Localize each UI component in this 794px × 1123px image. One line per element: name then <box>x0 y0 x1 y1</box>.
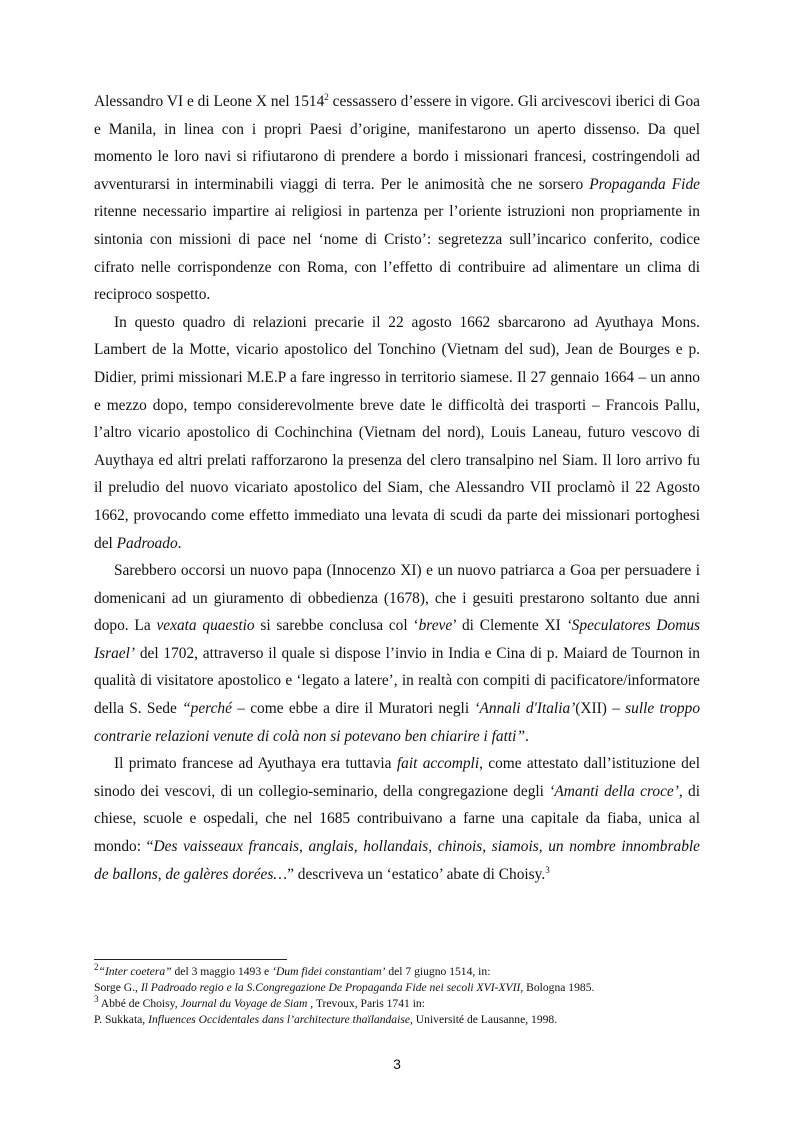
italic-text: fait accompli <box>396 755 480 773</box>
text-run: (XII) <box>575 700 613 718</box>
note-reference: 3 <box>545 864 550 875</box>
italic-text: Des vaisseaux francais, anglais, hollandais, chinois, siamois, un nombre innombrable de ballons, de galères dorées… <box>94 838 700 883</box>
paragraph <box>94 88 700 309</box>
text-run: Sarebbero occorsi un nuovo papa (Innocenzo XI) e un nuovo patriarca a Goa per persuadere i domenicani ad un giuramento di obbedienza (1678), che i gesuiti prestarono soltanto due anni dopo. La <box>94 562 700 635</box>
text-run: cessassero d’essere in vigore. Gli arcivescovi iberici di Goa e Manila, in linea con i propri Paesi d’origine, manifestarono un aperto dissenso. Da quel momento le loro navi si rifiutarono di prendere a bordo i missionari francesi, costringendoli ad avventurarsi in interminabili viaggi di terra. Per le animosità che ne sorsero <box>94 93 700 193</box>
footnote-separator <box>94 959 287 960</box>
text-run: si sarebbe conclusa col ‘ <box>254 617 419 635</box>
footnote-line <box>94 980 704 996</box>
text-run: del 7 giugno 1514, in: <box>385 965 491 978</box>
italic-text: “perché – <box>182 700 245 718</box>
italic-text: ‘Speculatores Domus Israel’ <box>94 617 701 662</box>
italic-text: Influences Occidentales dans l’architecture thaïlandaise, <box>148 1013 413 1026</box>
text-run: del 3 maggio 1493 e <box>171 965 273 978</box>
text-run: Il primato francese ad Ayuthaya era tuttavia <box>114 755 397 773</box>
note-reference: 2 <box>324 91 329 102</box>
text-run: Alessandro VI e di Leone X nel 1514 <box>94 93 325 110</box>
footnotes <box>94 964 704 1028</box>
text-run: ’ di Clemente XI <box>452 617 567 635</box>
italic-text: ‘Annali d'Italia’ <box>474 700 576 718</box>
italic-text: “Inter coetera” <box>98 965 172 978</box>
paragraph <box>94 557 700 750</box>
text-run: come ebbe a dire il Muratori negli <box>244 700 475 718</box>
text-run: ritenne necessario impartire ai religiosi in partenza per l’oriente istruzioni non propriamente in sintonia con missioni di pace nel ‘nome di Cristo’: segretezza sull’incarico conferito, codice cifrato nelle corrispondenze con Roma, con l’effetto di contribuire ad alimentare un clima di reciproco sospetto. <box>94 203 700 304</box>
italic-text: Il Padroado regio e la S.Congregazione De Propaganda Fide nei secoli XVI-XVII, <box>140 981 524 994</box>
text-run: . <box>177 534 182 552</box>
text-run: Bologna 1985. <box>523 981 595 994</box>
text-run: . <box>525 727 529 745</box>
italic-text: Padroado <box>116 534 178 552</box>
footnote-line <box>94 996 704 1012</box>
text-run: Abbé de Choisy, <box>98 997 181 1010</box>
text-run: Sorge G., <box>94 981 141 994</box>
note-reference: 2 <box>94 962 99 973</box>
text-run: , Trevoux, Paris 1741 in: <box>307 997 425 1010</box>
text-run: Université de Lausanne, 1998. <box>412 1013 558 1026</box>
footnote-line <box>94 1012 704 1028</box>
text-run: , come attestato dall’istituzione del sinodo dei vescovi, di un collegio-seminario, della congregazione degli <box>94 755 700 800</box>
italic-text: breve <box>418 617 453 635</box>
note-reference: 3 <box>94 994 99 1005</box>
text-run: In questo quadro di relazioni precarie il 22 agosto 1662 sbarcarono ad Ayuthaya Mons. Lambert de la Motte, vicario apostolico del Tonchino (Vietnam del sud), Jean de Bourges e p. Didier, primi missionari M.E.P a fare ingresso in territorio siamese. Il 27 gennaio 1664 – un anno e mezzo dopo, tempo considerevolmente breve date le difficoltà dei trasporti – Francois Pallu, l’altro vicario apostolico di Cochinchina (Vietnam del nord), Louis Laneau, futuro vescovo di Auythaya ed altri prelati rafforzarono la presenza del clero transalpino nel Siam. Il loro arrivo fu il preludio del nuovo vicariato apostolico del Siam, che Alessandro VII proclamò il 22 Agosto 1662, provocando come effetto immediato una levata di scudi da parte dei missionari portoghesi del <box>94 313 700 552</box>
italic-text: ‘Amanti della croce’ <box>549 782 679 800</box>
footnote-line <box>94 964 704 980</box>
page-number: 3 <box>393 1056 401 1072</box>
italic-text: Journal du Voyage de Siam <box>180 997 308 1010</box>
paragraph <box>94 750 700 888</box>
paragraph <box>94 309 700 557</box>
italic-text: – sulle troppo contrarie relazioni venute di colà non si potevano ben chiarire i fatti” <box>94 700 701 745</box>
text-run: del 1702, attraverso il quale si dispose l’invio in India e Cina di p. Maiard de Tournon in qualità di visitatore apostolico e ‘legato a latere’, in realtà con compiti di pacificatore/informatore della S. Sede <box>94 644 700 718</box>
italic-text: ‘Dum fidei constantiam’ <box>272 965 386 978</box>
body-text <box>94 88 700 888</box>
text-run: ” descriveva un ‘estatico’ abate di Choisy. <box>287 865 546 883</box>
italic-text: vexata quaestio <box>156 617 255 635</box>
text-run: , di chiese, scuole e ospedali, che nel 1685 contribuivano a farne una capitale da fiaba, unica al mondo: “ <box>94 782 700 856</box>
text-run: P. Sukkata, <box>94 1013 149 1026</box>
italic-text: Propaganda Fide <box>589 175 700 193</box>
